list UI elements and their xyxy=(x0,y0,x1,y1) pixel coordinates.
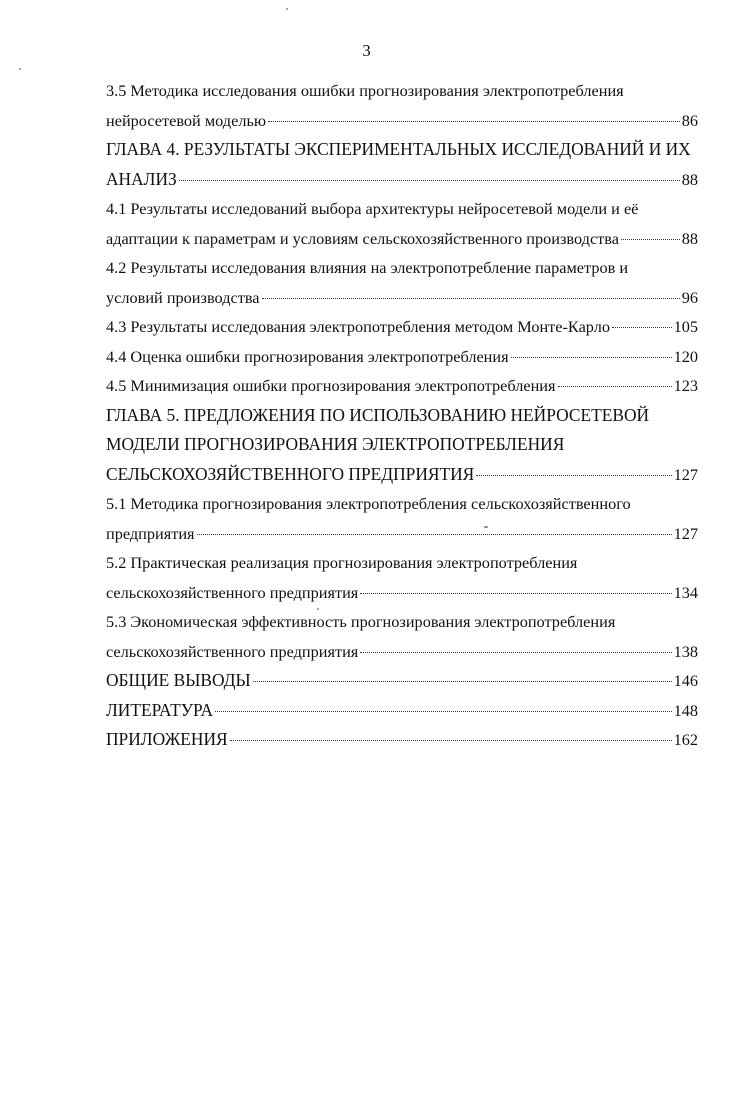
toc-entry-title-line: СЕЛЬСКОХОЗЯЙСТВЕННОГО ПРЕДПРИЯТИЯ xyxy=(106,463,475,484)
toc-entry-last-line xyxy=(106,460,698,490)
toc-chapter-entry[interactable] xyxy=(106,401,698,490)
toc-entry-title-line: 4.5 Минимизация ошибки прогнозирования электропотребления xyxy=(106,376,556,395)
toc-section-entry[interactable] xyxy=(106,342,698,372)
toc-entry-title-line: 3.5 Методика исследования ошибки прогнозирования электропотребления xyxy=(106,81,624,100)
dot-leader xyxy=(268,121,680,122)
page-number: 3 xyxy=(362,41,371,60)
toc-entry-title-line: предприятия xyxy=(106,523,195,543)
dot-leader xyxy=(558,386,672,387)
dot-leader xyxy=(612,327,672,328)
toc-entry-page-number: 86 xyxy=(681,110,698,130)
toc-entry-page-number: 162 xyxy=(673,730,698,749)
toc-entry-title-line: ГЛАВА 5. ПРЕДЛОЖЕНИЯ ПО ИСПОЛЬЗОВАНИЮ НЕЙРОСЕТЕВОЙ xyxy=(106,404,650,425)
toc-entry-last-line xyxy=(106,283,698,313)
toc-entry-title-line: 4.4 Оценка ошибки прогнозирования электропотребления xyxy=(106,346,509,366)
dot-leader xyxy=(262,298,680,299)
dot-leader xyxy=(511,357,672,358)
toc-entry-title-line: 4.2 Результаты исследования влияния на электропотребление параметров и xyxy=(106,258,629,277)
toc-entry-last-line xyxy=(106,165,698,195)
toc-section-entry[interactable] xyxy=(106,607,698,666)
toc-section-entry[interactable] xyxy=(106,194,698,253)
toc-entry-title-line: условий производства xyxy=(106,287,260,307)
toc-entry-last-line xyxy=(106,696,698,726)
toc-entry-page-number: 138 xyxy=(673,641,698,661)
toc-entry-title-line: АНАЛИЗ xyxy=(106,168,177,189)
toc-section-entry[interactable] xyxy=(106,76,698,135)
scan-speck xyxy=(286,8,288,10)
scan-speck xyxy=(317,608,319,610)
toc-entry-title-line: 5.3 Экономическая эффективность прогнозирования электропотребления xyxy=(106,612,616,631)
toc-section-entry[interactable] xyxy=(106,371,698,401)
dot-leader xyxy=(179,180,680,181)
toc-entry-last-line xyxy=(106,637,698,667)
toc-entry-last-line xyxy=(106,666,698,696)
toc-entry-page-number: 88 xyxy=(681,228,698,248)
toc-chapter-entry[interactable] xyxy=(106,725,698,755)
dot-leader xyxy=(360,593,671,594)
toc-entry-page-number: 120 xyxy=(673,346,698,366)
toc-section-entry[interactable] xyxy=(106,548,698,607)
scan-speck xyxy=(484,526,488,528)
toc-section-entry[interactable] xyxy=(106,489,698,548)
toc-entry-title-line: ОБЩИЕ ВЫВОДЫ xyxy=(106,670,251,690)
toc-entry-title-line: сельскохозяйственного предприятия xyxy=(106,582,359,602)
dot-leader xyxy=(360,652,671,653)
toc-entry-title-line: ГЛАВА 4. РЕЗУЛЬТАТЫ ЭКСПЕРИМЕНТАЛЬНЫХ ИССЛЕДОВАНИЙ И ИХ xyxy=(106,139,691,159)
dot-leader xyxy=(230,740,672,741)
toc-entry-title-line: нейросетевой моделью xyxy=(106,110,267,130)
toc-entry-page-number: 146 xyxy=(673,671,698,690)
toc-entry-title-line: ПРИЛОЖЕНИЯ xyxy=(106,729,228,749)
toc-entry-page-number: 127 xyxy=(673,464,698,484)
toc-entry-title-line: сельскохозяйственного предприятия xyxy=(106,641,359,661)
dot-leader xyxy=(215,711,672,712)
dot-leader xyxy=(621,239,680,240)
toc-entry-last-line xyxy=(106,519,698,549)
toc-entry-last-line xyxy=(106,106,698,136)
toc-entry-page-number: 134 xyxy=(673,582,698,602)
toc-entry-page-number: 127 xyxy=(673,523,698,543)
toc-section-entry[interactable] xyxy=(106,312,698,342)
toc-entry-last-line xyxy=(106,342,698,372)
toc-entry-title-line: 5.2 Практическая реализация прогнозирования электропотребления xyxy=(106,553,578,572)
toc-chapter-entry[interactable] xyxy=(106,135,698,194)
toc-entry-title-line: адаптации к параметрам и условиям сельскохозяйственного производства xyxy=(106,228,619,248)
dot-leader xyxy=(197,534,672,535)
toc-entry-page-number: 96 xyxy=(681,287,698,307)
toc-entry-title-line: 5.1 Методика прогнозирования электропотребления сельскохозяйственного xyxy=(106,494,631,513)
toc-entry-last-line xyxy=(106,224,698,254)
scan-speck xyxy=(19,68,21,70)
toc-entry-page-number: 148 xyxy=(673,700,698,720)
toc-entry-title-line: МОДЕЛИ ПРОГНОЗИРОВАНИЯ ЭЛЕКТРОПОТРЕБЛЕНИЯ xyxy=(106,434,565,454)
toc-chapter-entry[interactable] xyxy=(106,666,698,696)
toc-entry-title-line: 4.1 Результаты исследований выбора архитектуры нейросетевой модели и её xyxy=(106,199,639,218)
dot-leader xyxy=(476,475,671,476)
toc-entry-title-line: 4.3 Результаты исследования электропотребления методом Монте-Карло xyxy=(106,317,610,336)
dot-leader xyxy=(253,681,672,682)
toc-entry-title-line: ЛИТЕРАТУРА xyxy=(106,699,214,720)
toc-section-entry[interactable] xyxy=(106,253,698,312)
table-of-contents xyxy=(106,76,698,755)
toc-entry-last-line xyxy=(106,312,698,342)
toc-entry-page-number: 105 xyxy=(673,317,698,336)
toc-entry-last-line xyxy=(106,725,698,755)
toc-entry-last-line xyxy=(106,578,698,608)
toc-entry-page-number: 123 xyxy=(673,376,698,395)
toc-entry-page-number: 88 xyxy=(681,169,698,189)
toc-chapter-entry[interactable] xyxy=(106,696,698,726)
toc-entry-last-line xyxy=(106,371,698,401)
